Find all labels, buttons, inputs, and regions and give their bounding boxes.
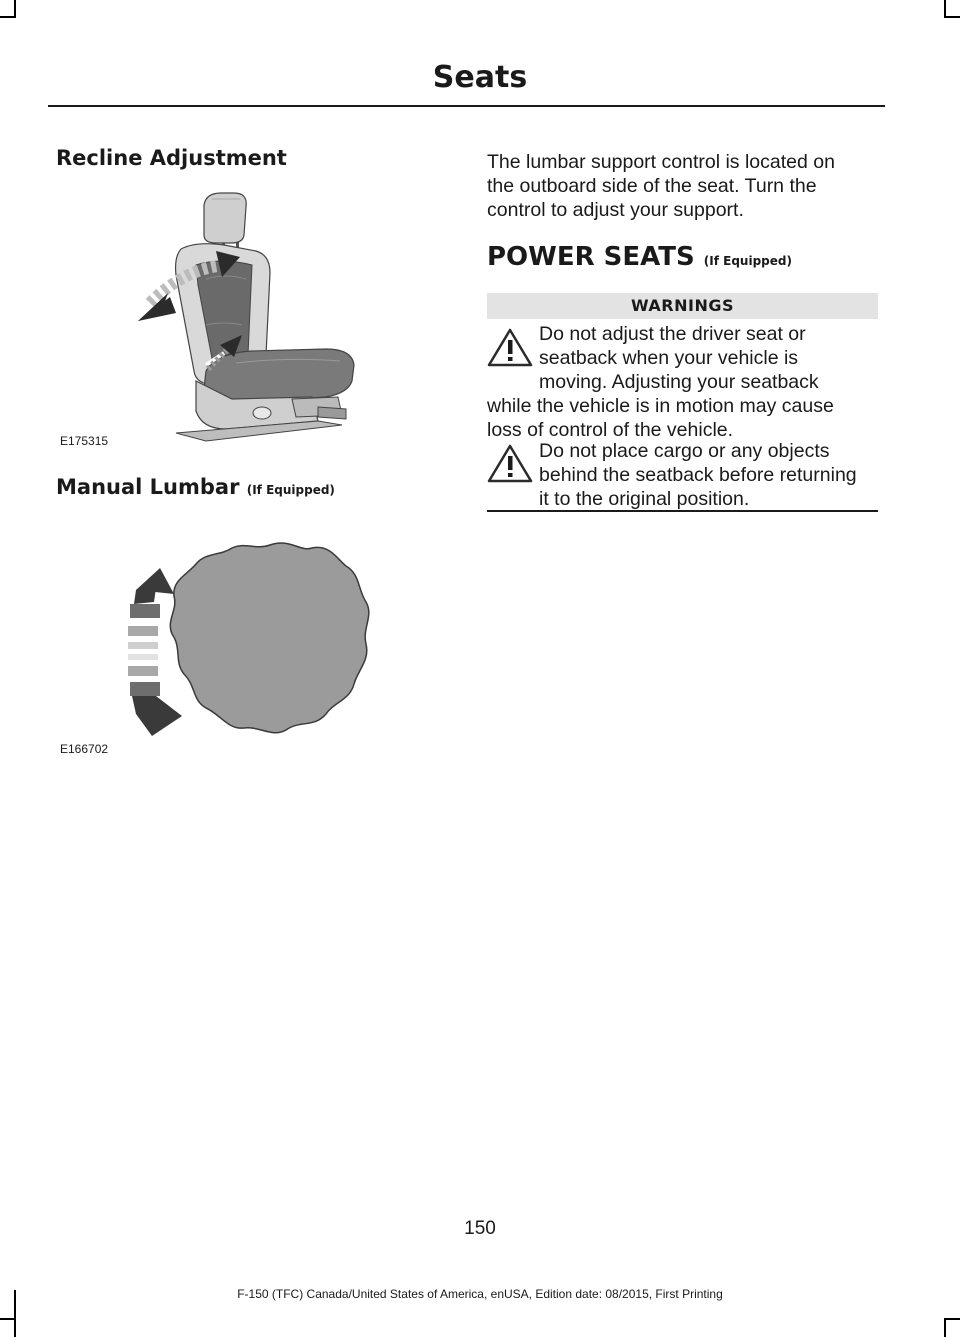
text-line: Do not adjust the driver seat or [539, 323, 806, 345]
lumbar-figure-code: E166702 [60, 742, 109, 756]
edition-line: F-150 (TFC) Canada/United States of America, enUSA, Edition date: 08/2015, First Printing [237, 1287, 723, 1301]
power-seats-heading [487, 242, 792, 272]
text-line: loss of control of the vehicle. [487, 419, 734, 441]
page-title: Seats [432, 60, 528, 95]
crop-mark [944, 16, 960, 18]
text-line: while the vehicle is in motion may cause [487, 395, 834, 417]
text-line: seatback when your vehicle is [539, 347, 799, 369]
lumbar-paragraph [487, 150, 887, 222]
page-number: 150 [464, 1218, 496, 1239]
recline-heading: Recline Adjustment [56, 146, 287, 170]
text-line: moving. Adjusting your seatback [539, 371, 819, 393]
warning-1-text [487, 322, 887, 442]
crop-mark [0, 16, 16, 18]
text-line: control to adjust your support. [487, 199, 744, 221]
warnings-bar: WARNINGS [487, 293, 878, 319]
lumbar-heading [56, 475, 335, 499]
warnings-bottom-rule [487, 510, 878, 512]
power-seats-heading-text: POWER SEATS [487, 242, 695, 272]
text-line: The lumbar support control is located on [487, 151, 835, 173]
crop-mark [0, 1318, 16, 1320]
crop-mark [944, 1318, 946, 1337]
recline-seat-figure [56, 185, 410, 460]
lumbar-if-equipped: (If Equipped) [246, 483, 335, 497]
power-if-equipped: (If Equipped) [703, 254, 792, 268]
text-line: the outboard side of the seat. Turn the [487, 175, 817, 197]
recline-figure-code: E175315 [60, 434, 109, 448]
text-line: it to the original position. [539, 488, 750, 510]
warning-2-text [539, 439, 889, 511]
text-line: behind the seatback before returning [539, 464, 857, 486]
header-divider [48, 105, 885, 107]
lumbar-knob-figure [56, 530, 410, 770]
crop-mark [944, 1318, 960, 1320]
lumbar-heading-text: Manual Lumbar [56, 475, 240, 499]
text-line: Do not place cargo or any objects [539, 440, 830, 462]
warning-triangle-icon [487, 444, 533, 484]
